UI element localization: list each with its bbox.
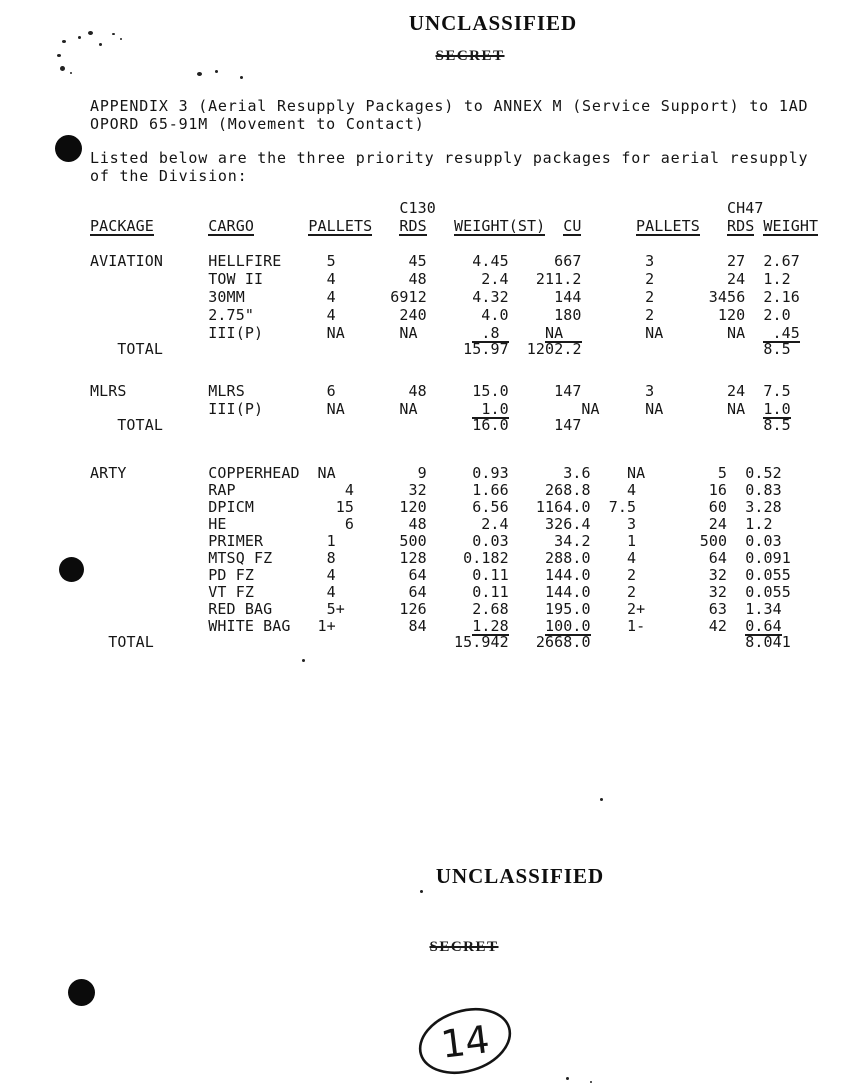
ch47-rds-cell: 24 — [708, 515, 728, 533]
table-line — [0, 464, 848, 482]
ch47-pallets-cell: 2 — [608, 583, 637, 601]
c130-rds-cell: NA — [399, 400, 427, 418]
c130-cu-cell: 195.0 — [545, 600, 591, 618]
appendix-heading-line2: OPORD 65-91M (Movement to Contact) — [90, 115, 425, 133]
classification-banner-top: UNCLASSIFIED — [408, 11, 578, 35]
table-line — [0, 549, 848, 567]
column-header: WEIGHT — [763, 217, 819, 235]
cargo-cell: WHITE BAG — [208, 617, 291, 635]
ch47-weight-cell: .45 — [763, 324, 800, 342]
column-header: PACKAGE — [90, 217, 154, 235]
table-line — [0, 416, 848, 434]
total-c130-cu-cell: 2668.0 — [535, 633, 591, 651]
ch47-rds-cell: 32 — [708, 583, 728, 601]
table-line — [0, 600, 848, 618]
column-header: CARGO — [208, 217, 254, 235]
c130-rds-cell: 48 — [408, 515, 427, 533]
c130-weight-cell: 0.03 — [472, 532, 509, 550]
page-number-circle — [408, 998, 526, 1086]
ch47-pallets-cell: 2 — [608, 566, 637, 584]
c130-cu-cell: 100.0 — [545, 617, 591, 635]
cargo-cell: RED BAG — [208, 600, 273, 618]
ink-speck — [590, 1081, 592, 1083]
cargo-cell: PD FZ — [208, 566, 254, 584]
ch47-pallets-cell: 3 — [626, 252, 655, 270]
cargo-cell: COPPERHEAD — [208, 464, 300, 482]
total-c130-cu-cell: 1202.2 — [526, 340, 582, 358]
ch47-rds-cell: 24 — [727, 382, 746, 400]
package-name: ARTY — [90, 464, 127, 482]
total-c130-weight-cell: 15.97 — [463, 340, 509, 358]
column-header: CU — [563, 217, 582, 235]
ch47-weight-cell: 2.0 — [763, 306, 791, 324]
column-header: PALLETS — [308, 217, 373, 235]
aircraft-group-header: C130 — [399, 199, 436, 217]
ch47-weight-cell: 1.2 — [745, 515, 773, 533]
c130-rds-cell: 64 — [408, 566, 427, 584]
c130-cu-cell: 326.4 — [545, 515, 591, 533]
ink-speck — [420, 890, 423, 893]
c130-pallets-cell: 1+ — [317, 617, 336, 635]
ch47-pallets-cell: 2 — [626, 288, 655, 306]
c130-weight-cell: 2.4 — [481, 515, 509, 533]
ink-speck — [215, 70, 218, 73]
ink-speck — [78, 36, 81, 39]
c130-cu-cell: 3.6 — [563, 464, 591, 482]
table-line — [0, 217, 848, 235]
table-line — [0, 583, 848, 601]
ch47-pallets-cell: 1 — [608, 532, 637, 550]
ch47-rds-cell: 500 — [699, 532, 728, 550]
c130-pallets-cell: 1 — [317, 532, 336, 550]
ch47-rds-cell: 63 — [708, 600, 728, 618]
table-line — [0, 306, 848, 324]
c130-pallets-cell: 8 — [317, 549, 336, 567]
ink-speck — [120, 38, 122, 40]
c130-rds-cell: 48 — [408, 270, 427, 288]
cargo-cell: III(P) — [208, 400, 264, 418]
total-label: TOTAL — [117, 340, 163, 358]
cargo-cell: HELLFIRE — [208, 252, 282, 270]
ink-speck — [60, 66, 65, 71]
c130-pallets-cell: 4 — [317, 481, 355, 499]
total-label: TOTAL — [108, 633, 154, 651]
cargo-cell: VT FZ — [208, 583, 254, 601]
c130-weight-cell: 1.28 — [472, 617, 509, 635]
cargo-cell: MTSQ FZ — [208, 549, 273, 567]
c130-pallets-cell: 5+ — [317, 600, 345, 618]
ch47-rds-cell: 32 — [708, 566, 728, 584]
ch47-rds-cell: 60 — [708, 498, 728, 516]
c130-weight-cell: 1.66 — [472, 481, 509, 499]
c130-weight-cell: 6.56 — [472, 498, 509, 516]
intro-paragraph-line2: of the Division: — [90, 167, 248, 185]
c130-cu-cell: 180 — [554, 306, 582, 324]
c130-rds-cell: 126 — [399, 600, 427, 618]
ch47-rds-cell: 5 — [717, 464, 728, 482]
page-number: 14 — [438, 1017, 492, 1067]
c130-rds-cell: 45 — [408, 252, 427, 270]
c130-rds-cell: 6912 — [390, 288, 427, 306]
ch47-weight-cell: 1.2 — [763, 270, 791, 288]
punch-hole-mark — [55, 135, 82, 162]
table-line — [0, 199, 848, 217]
table-line — [0, 270, 848, 288]
ch47-pallets-cell: NA — [608, 464, 646, 482]
c130-pallets-cell: 4 — [317, 583, 336, 601]
c130-rds-cell: 32 — [408, 481, 427, 499]
c130-cu-cell: 211.2 — [535, 270, 582, 288]
ch47-pallets-cell: 4 — [608, 481, 637, 499]
ink-speck — [99, 43, 102, 46]
ch47-weight-cell: 1.34 — [745, 600, 782, 618]
ch47-rds-cell: 24 — [727, 270, 746, 288]
c130-rds-cell: 120 — [399, 498, 427, 516]
ch47-pallets-cell: 2+ — [608, 600, 646, 618]
ch47-weight-cell: 0.055 — [745, 566, 791, 584]
c130-cu-cell: 34.2 — [554, 532, 591, 550]
total-label: TOTAL — [117, 416, 163, 434]
c130-rds-cell: 84 — [408, 617, 427, 635]
ch47-weight-cell: 0.03 — [745, 532, 782, 550]
ink-speck — [112, 33, 115, 35]
column-header: RDS — [727, 217, 755, 235]
c130-pallets-cell: 15 — [317, 498, 355, 516]
table-line — [0, 498, 848, 516]
c130-cu-cell: 147 — [554, 382, 582, 400]
column-header: PALLETS — [636, 217, 700, 235]
table-line — [0, 515, 848, 533]
c130-cu-cell: 1164.0 — [535, 498, 591, 516]
table-line — [0, 340, 848, 358]
ch47-rds-cell: 3456 — [708, 288, 746, 306]
ch47-weight-cell: 2.16 — [763, 288, 800, 306]
c130-pallets-cell: 4 — [317, 566, 336, 584]
cargo-cell: MLRS — [208, 382, 245, 400]
c130-cu-cell: NA — [545, 324, 582, 342]
ch47-rds-cell: 120 — [717, 306, 746, 324]
ch47-pallets-cell: 3 — [608, 515, 637, 533]
ink-speck — [240, 76, 243, 79]
column-header: WEIGHT(ST) — [454, 217, 546, 235]
ch47-rds-cell: 64 — [708, 549, 728, 567]
cargo-cell: III(P) — [208, 324, 264, 342]
ch47-weight-cell: 0.091 — [745, 549, 791, 567]
package-name: AVIATION — [90, 252, 164, 270]
c130-weight-cell: 0.182 — [463, 549, 509, 567]
c130-cu-cell: 288.0 — [545, 549, 591, 567]
c130-weight-cell: 0.11 — [472, 566, 509, 584]
ch47-rds-cell: 27 — [727, 252, 746, 270]
cargo-cell: 2.75" — [208, 306, 254, 324]
punch-hole-mark — [68, 979, 95, 1006]
ch47-pallets-cell: 2 — [626, 270, 655, 288]
c130-pallets-cell: 4 — [317, 288, 336, 306]
c130-pallets-cell: NA — [317, 400, 345, 418]
ch47-pallets-cell: 2 — [626, 306, 655, 324]
ch47-pallets-cell: NA — [626, 324, 664, 342]
total-ch47-weight-cell: 8.5 — [763, 340, 791, 358]
c130-rds-cell: NA — [399, 324, 427, 342]
ch47-weight-cell: 2.67 — [763, 252, 800, 270]
cargo-cell: RAP — [208, 481, 236, 499]
ch47-pallets-cell: 3 — [626, 382, 655, 400]
c130-rds-cell: 9 — [417, 464, 427, 482]
ch47-rds-cell: NA — [727, 324, 746, 342]
c130-cu-cell: 268.8 — [545, 481, 591, 499]
c130-pallets-cell: 4 — [317, 270, 336, 288]
table-line — [0, 566, 848, 584]
c130-weight-cell: 4.0 — [481, 306, 509, 324]
aircraft-group-header: CH47 — [727, 199, 764, 217]
c130-weight-cell: 15.0 — [472, 382, 509, 400]
c130-pallets-cell: 6 — [317, 382, 336, 400]
c130-rds-cell: 48 — [408, 382, 427, 400]
c130-weight-cell: .8 — [472, 324, 509, 342]
ink-speck — [566, 1077, 569, 1080]
c130-weight-cell: 2.4 — [481, 270, 509, 288]
ink-speck — [62, 40, 66, 43]
c130-weight-cell: 1.0 — [472, 400, 509, 418]
intro-paragraph-line1: Listed below are the three priority resupply packages for aerial resupply — [90, 149, 809, 167]
c130-rds-cell: 500 — [399, 532, 427, 550]
ch47-pallets-cell: 1- — [608, 617, 646, 635]
ch47-pallets-cell: NA — [626, 400, 664, 418]
total-c130-weight-cell: 15.942 — [454, 633, 509, 651]
cargo-cell: DPICM — [208, 498, 254, 516]
c130-weight-cell: 4.32 — [472, 288, 509, 306]
secret-stamp-bottom: SECRET — [429, 939, 499, 955]
ch47-pallets-cell: 7.5 — [608, 498, 637, 516]
c130-cu-cell: 144 — [554, 288, 582, 306]
cargo-cell: 30MM — [208, 288, 245, 306]
ch47-rds-cell: 42 — [708, 617, 728, 635]
c130-rds-cell: 240 — [399, 306, 427, 324]
c130-pallets-cell: 5 — [317, 252, 336, 270]
appendix-heading-line1: APPENDIX 3 (Aerial Resupply Packages) to ANNEX M (Service Support) to 1AD — [90, 97, 809, 115]
c130-weight-cell: 0.93 — [472, 464, 509, 482]
ch47-weight-cell: 0.52 — [745, 464, 782, 482]
c130-cu-cell: 144.0 — [545, 566, 591, 584]
ink-speck — [88, 31, 93, 35]
package-name: MLRS — [90, 382, 127, 400]
ch47-weight-cell: 0.64 — [745, 617, 782, 635]
ink-speck — [197, 72, 202, 76]
c130-cu-cell: 144.0 — [545, 583, 591, 601]
c130-cu-cell: NA — [581, 400, 600, 418]
c130-rds-cell: 128 — [399, 549, 427, 567]
column-header: RDS — [399, 217, 427, 235]
c130-cu-cell: 667 — [554, 252, 582, 270]
c130-rds-cell: 64 — [408, 583, 427, 601]
total-c130-cu-cell: 147 — [554, 416, 582, 434]
ink-speck — [600, 798, 603, 801]
ch47-weight-cell: 1.0 — [763, 400, 791, 418]
table-line — [0, 252, 848, 270]
c130-weight-cell: 0.11 — [472, 583, 509, 601]
table-line — [0, 532, 848, 550]
c130-weight-cell: 2.68 — [472, 600, 509, 618]
ch47-weight-cell: 7.5 — [763, 382, 791, 400]
secret-stamp-top: SECRET — [435, 48, 505, 64]
table-line — [0, 288, 848, 306]
ch47-rds-cell: NA — [727, 400, 746, 418]
total-c130-weight-cell: 16.0 — [472, 416, 509, 434]
classification-banner-bottom: UNCLASSIFIED — [435, 864, 605, 888]
c130-pallets-cell: NA — [317, 324, 345, 342]
total-ch47-weight-cell: 8.5 — [763, 416, 791, 434]
ch47-weight-cell: 3.28 — [745, 498, 782, 516]
ch47-pallets-cell: 4 — [608, 549, 637, 567]
ch47-weight-cell: 0.055 — [745, 583, 791, 601]
table-line — [0, 382, 848, 400]
table-line — [0, 481, 848, 499]
cargo-cell: HE — [208, 515, 227, 533]
ink-speck — [70, 72, 72, 74]
c130-pallets-cell: 6 — [317, 515, 355, 533]
ink-speck — [57, 54, 61, 57]
table-line — [0, 633, 848, 651]
c130-pallets-cell: NA — [317, 464, 336, 482]
ink-speck — [302, 659, 305, 662]
cargo-cell: TOW II — [208, 270, 264, 288]
total-ch47-weight-cell: 8.041 — [745, 633, 791, 651]
c130-pallets-cell: 4 — [317, 306, 336, 324]
punch-hole-mark — [59, 557, 84, 582]
ch47-rds-cell: 16 — [708, 481, 728, 499]
cargo-cell: PRIMER — [208, 532, 264, 550]
c130-weight-cell: 4.45 — [472, 252, 509, 270]
ch47-weight-cell: 0.83 — [745, 481, 782, 499]
